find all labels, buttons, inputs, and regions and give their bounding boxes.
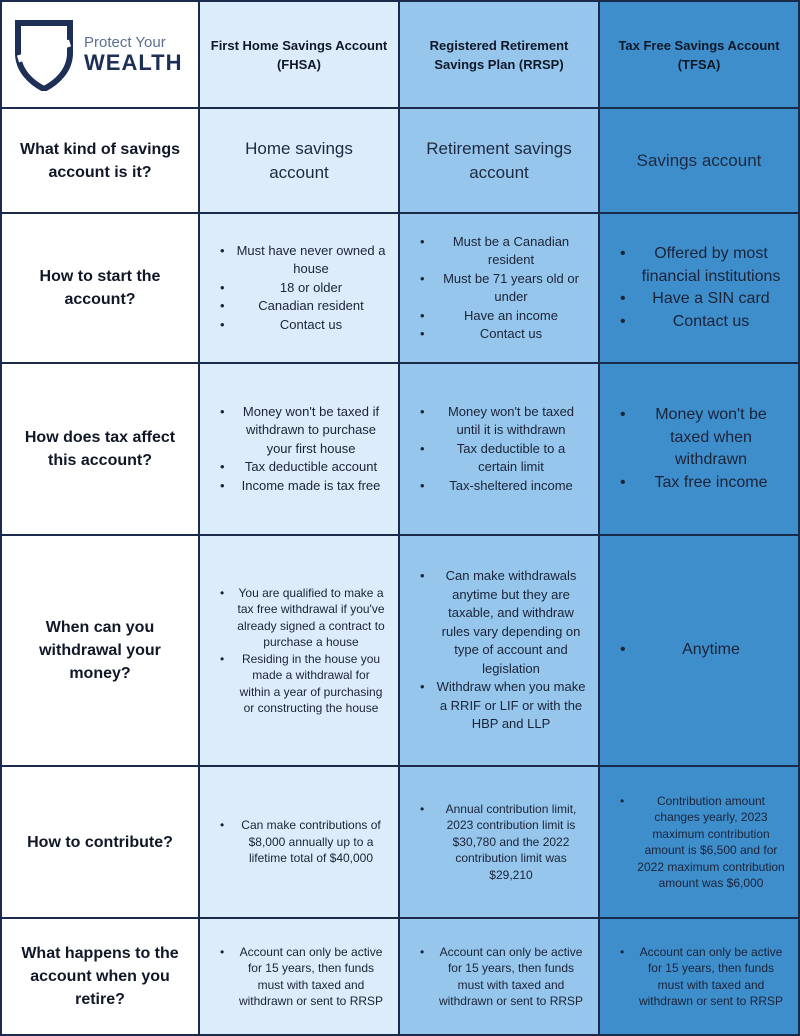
- list-item: • Must have never owned a house: [220, 242, 386, 279]
- bullet-list: [200, 817, 398, 867]
- list-item: • Money won't be taxed if withdrawn to purchase your first house: [220, 403, 386, 459]
- list-item: • Tax deductible account: [220, 458, 386, 477]
- answer-cell: [400, 214, 600, 364]
- list-item: • Withdraw when you make a RRIF or LIF or with the HBP and LLP: [420, 678, 586, 734]
- shield-logo-icon: [12, 19, 76, 91]
- answer-cell: [600, 214, 800, 364]
- answer-cell: [200, 364, 400, 536]
- row-question: How does tax affect this account?: [0, 364, 200, 536]
- list-item: • Tax free income: [620, 472, 786, 495]
- row-question: How to contribute?: [0, 767, 200, 919]
- logo-line2: WEALTH: [84, 50, 183, 75]
- list-item: • Account can only be active for 15 years, then funds must with taxed and withdrawn or sent to RRSP: [420, 944, 586, 1010]
- bullet-list: [400, 403, 598, 496]
- list-item: • Contribution amount changes yearly, 2023 maximum contribution amount is $6,500 and for 2022 maximum contribution amount was $6,000: [620, 793, 786, 892]
- row-question: What kind of savings account is it?: [0, 109, 200, 214]
- answer-cell: [600, 536, 800, 767]
- row-question: How to start the account?: [0, 214, 200, 364]
- list-item: • 18 or older: [220, 279, 386, 298]
- answer-cell: [400, 919, 600, 1036]
- answer-cell: [400, 364, 600, 536]
- logo: [0, 0, 200, 109]
- answer-cell: [200, 767, 400, 919]
- answer-cell: [600, 364, 800, 536]
- column-header-rrsp: Registered Retirement Savings Plan (RRSP): [400, 0, 600, 109]
- list-item: • Contact us: [220, 316, 386, 335]
- list-item: • Canadian resident: [220, 297, 386, 316]
- bullet-list: [200, 403, 398, 496]
- answer-cell: [400, 767, 600, 919]
- list-item: • Must be 71 years old or under: [420, 270, 586, 307]
- list-item: • Money won't be taxed until it is withdrawn: [420, 403, 586, 440]
- bullet-list: [400, 944, 598, 1010]
- answer-cell: [600, 767, 800, 919]
- bullet-list: [200, 242, 398, 335]
- bullet-list: [400, 567, 598, 734]
- list-item: • Tax-sheltered income: [420, 477, 586, 496]
- answer-cell: Savings account: [600, 109, 800, 214]
- answer-cell: [200, 919, 400, 1036]
- list-item: • Have a SIN card: [620, 288, 786, 311]
- list-item: • Offered by most financial institutions: [620, 243, 786, 288]
- list-item: • Have an income: [420, 307, 586, 326]
- list-item: • You are qualified to make a tax free withdrawal if you've already signed a contract to purchase a house: [220, 585, 386, 651]
- list-item: • Residing in the house you made a withdrawal for within a year of purchasing or constructing the house: [220, 651, 386, 717]
- answer-cell: [200, 536, 400, 767]
- list-item: • Money won't be taxed when withdrawn: [620, 404, 786, 472]
- list-item: • Account can only be active for 15 years, then funds must with taxed and withdrawn or sent to RRSP: [220, 944, 386, 1010]
- bullet-list: [200, 944, 398, 1010]
- bullet-list: [600, 639, 798, 662]
- row-question: When can you withdrawal your money?: [0, 536, 200, 767]
- bullet-list: [600, 404, 798, 494]
- logo-line1: Protect Your: [84, 34, 166, 51]
- answer-cell: [200, 214, 400, 364]
- answer-cell: Home savings account: [200, 109, 400, 214]
- bullet-list: [600, 944, 798, 1010]
- column-header-fhsa: First Home Savings Account (FHSA): [200, 0, 400, 109]
- list-item: • Annual contribution limit, 2023 contribution limit is $30,780 and the 2022 contribution limit was $29,210: [420, 801, 586, 884]
- list-item: • Can make contributions of $8,000 annually up to a lifetime total of $40,000: [220, 817, 386, 867]
- bullet-list: [400, 801, 598, 884]
- bullet-list: [200, 585, 398, 717]
- answer-cell: [400, 536, 600, 767]
- row-question: What happens to the account when you retire?: [0, 919, 200, 1036]
- list-item: • Anytime: [620, 639, 786, 662]
- bullet-list: [600, 793, 798, 892]
- answer-cell: [600, 919, 800, 1036]
- list-item: • Contact us: [420, 325, 586, 344]
- column-header-tfsa: Tax Free Savings Account (TFSA): [600, 0, 800, 109]
- answer-cell: Retirement savings account: [400, 109, 600, 214]
- list-item: • Must be a Canadian resident: [420, 233, 586, 270]
- list-item: • Can make withdrawals anytime but they are taxable, and withdraw rules vary depending on type of account and legislation: [420, 567, 586, 678]
- list-item: • Tax deductible to a certain limit: [420, 440, 586, 477]
- list-item: • Income made is tax free: [220, 477, 386, 496]
- bullet-list: [600, 243, 798, 333]
- list-item: • Contact us: [620, 311, 786, 334]
- list-item: • Account can only be active for 15 years, then funds must with taxed and withdrawn or sent to RRSP: [620, 944, 786, 1010]
- bullet-list: [400, 233, 598, 344]
